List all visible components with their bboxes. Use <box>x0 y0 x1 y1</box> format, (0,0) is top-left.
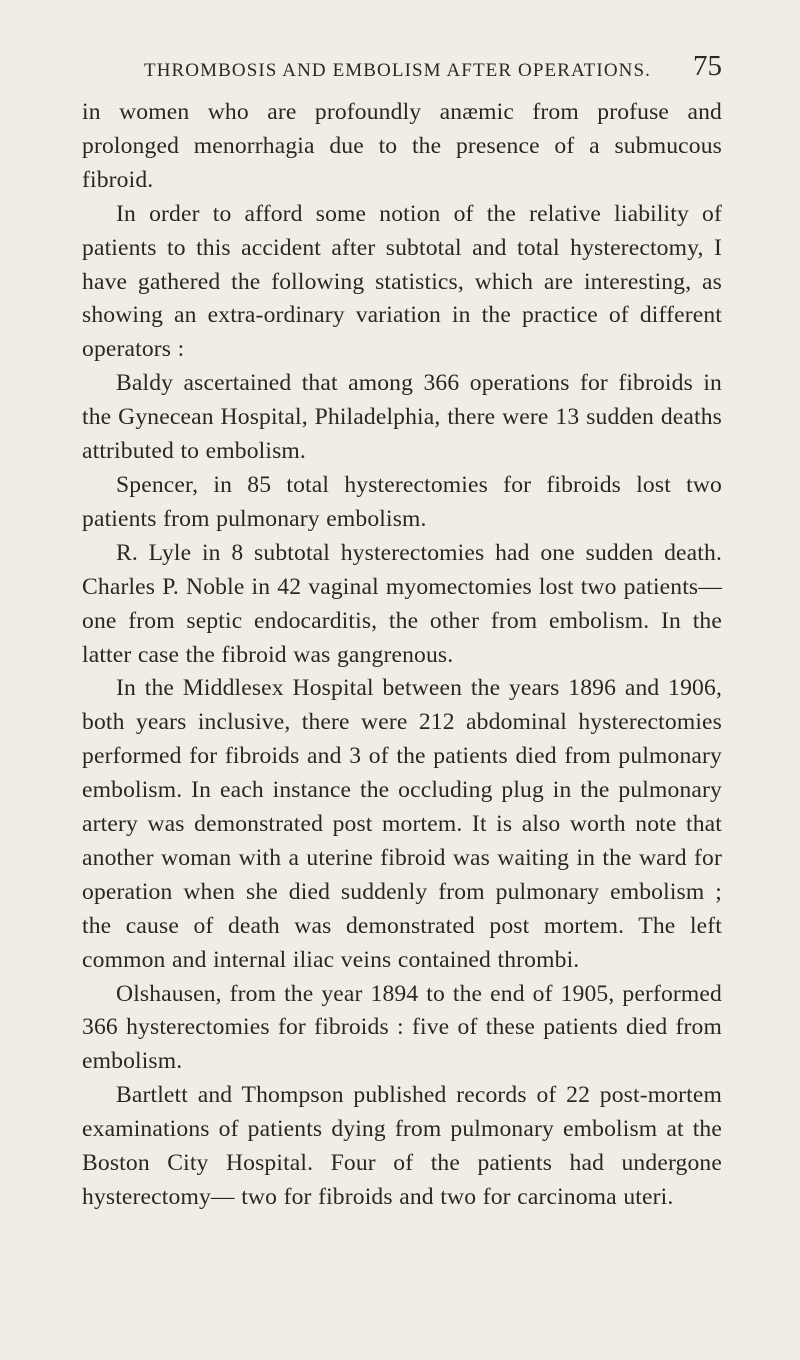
page-number: 75 <box>693 50 722 82</box>
paragraph-olshausen: Olshausen, from the year 1894 to the end of 1905, performed 366 hysterectomies for fibroids : five of these patients died from embolism. <box>82 980 722 1075</box>
paragraph-baldy: Baldy ascertained that among 366 operations for fibroids in the Gynecean Hospital, Philadelphia, there were 13 sudden deaths attributed to embolism. <box>82 370 722 465</box>
header-title: THROMBOSIS AND EMBOLISM AFTER OPERATIONS. <box>144 60 651 81</box>
running-head <box>82 50 722 88</box>
paragraph-continuation: in women who are profoundly anæmic from profuse and prolonged menorrhagia due to the presence of a submucous fibroid. <box>82 99 722 193</box>
paragraph-bartlett-thompson: Bartlett and Thompson published records of 22 post-mortem examinations of patients dying from pulmonary embolism at the Boston City Hospital. Four of the patients had undergone hysterectomy— two for fibroids and two for carcinoma uteri. <box>82 1082 722 1210</box>
paragraph-spencer: Spencer, in 85 total hysterectomies for fibroids lost two patients from pulmonary embolism. <box>82 471 722 532</box>
paragraph-middlesex: In the Middlesex Hospital between the years 1896 and 1906, both years inclusive, there were 212 abdominal hysterectomies performed for fibroids and 3 of the patients died from pulmonary embolism. In each instance the occluding plug in the pulmonary artery was demonstrated post mortem. It is also worth note that another woman with a uterine fibroid was waiting in the ward for operation when she died suddenly from pulmonary embolism ; the cause of death was demonstrated post mortem. The left common and internal iliac veins contained thrombi. <box>82 675 722 973</box>
paragraph-lyle-noble: R. Lyle in 8 subtotal hysterectomies had one sudden death. Charles P. Noble in 42 vaginal myomectomies lost two patients—one from septic endocarditis, the other from embolism. In the latter case the fibroid was gangrenous. <box>82 539 722 668</box>
paragraph-statistics-intro: In order to afford some notion of the relative liability of patients to this accident after subtotal and total hysterectomy, I have gathered the following statistics, which are interesting, as showing an extra-ordinary variation in the practice of different operators : <box>82 200 722 363</box>
body-text <box>82 96 722 1215</box>
